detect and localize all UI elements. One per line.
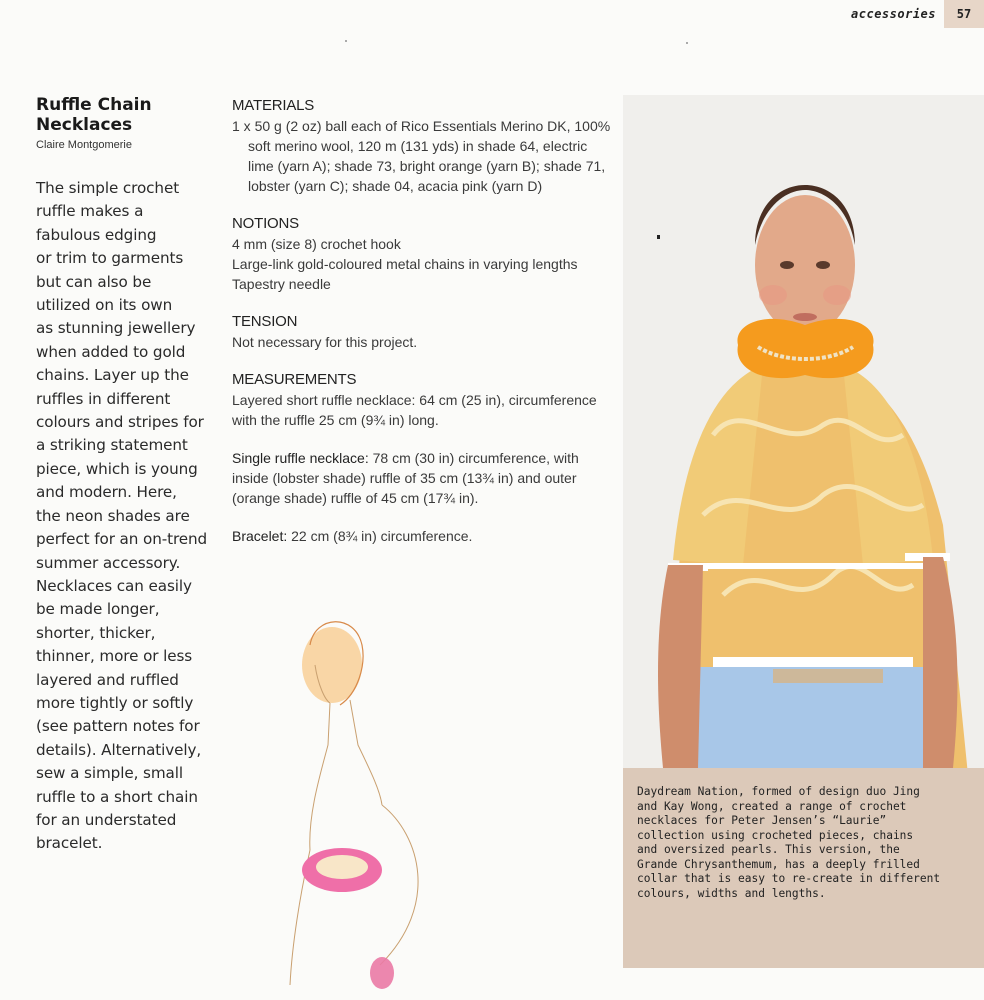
materials-heading: MATERIALS xyxy=(232,97,315,114)
page-number: 57 xyxy=(944,0,984,28)
notions-item: Large-link gold-coloured metal chains in varying lengths xyxy=(232,256,578,272)
author-name: Claire Montgomerie xyxy=(36,139,132,151)
page-title: Ruffle Chain Necklaces xyxy=(36,95,152,135)
materials-section xyxy=(232,96,614,196)
section-name: accessories xyxy=(851,7,936,21)
bracelet-measurement xyxy=(232,526,614,546)
pattern-details xyxy=(232,96,614,564)
tension-heading: TENSION xyxy=(232,313,298,330)
scan-mark xyxy=(686,42,688,44)
notions-item: Tapestry needle xyxy=(232,276,331,292)
single-necklace-label: Single ruffle necklace: xyxy=(232,450,369,466)
single-necklace-text: 78 cm (30 in) circumference, with inside (lobster shade) ruffle of 35 cm (13¾ in) and outer (orange shade) ruffle of 45 cm (17¾ in). xyxy=(232,450,579,506)
fashion-sketch-illustration xyxy=(270,605,470,1000)
notions-section xyxy=(232,214,614,294)
tension-section xyxy=(232,312,614,352)
photo-caption: Daydream Nation, formed of design duo Jing and Kay Wong, created a range of crochet necklaces for Peter Jensen’s “Laurie” collection using crocheted pieces, chains and oversized pearls. This version, the Grande Chrysanthemum, has a deeply frilled collar that is easy to re-create in different colours, widths and lengths. xyxy=(637,785,941,900)
model-photo xyxy=(623,95,984,768)
materials-text: 1 x 50 g (2 oz) ball each of Rico Essentials Merino DK, 100% soft merino wool, 120 m (131 yds) in shade 64, electric lime (yarn A); shade 73, bright orange (yarn B); shade 71, lobster (yarn C); shade 04, acacia pink (yarn D) xyxy=(232,118,611,194)
single-necklace-measurement xyxy=(232,448,614,508)
notions-item: 4 mm (size 8) crochet hook xyxy=(232,236,401,252)
measurements-section xyxy=(232,370,614,430)
measurements-text: Layered short ruffle necklace: 64 cm (25 in), circumference with the ruffle 25 cm (9¾ in) long. xyxy=(232,392,597,428)
bracelet-label: Bracelet: xyxy=(232,528,288,544)
bracelet-text: 22 cm (8¾ in) circumference. xyxy=(287,528,473,544)
tension-text: Not necessary for this project. xyxy=(232,334,418,350)
page-header xyxy=(851,0,984,28)
photo-caption-panel xyxy=(623,95,984,968)
measurements-heading: MEASUREMENTS xyxy=(232,371,357,388)
scan-mark xyxy=(345,40,347,42)
intro-column xyxy=(36,95,216,856)
notions-heading: NOTIONS xyxy=(232,215,299,232)
intro-paragraph: The simple crochet ruffle makes a fabulous edging or trim to garments but can also be utilized on its own as stunning jewellery when added to gold chains. Layer up the ruffles in different colours and stripes for a striking statement piece, which is young and modern. Here, the neon shades are perfect for an on-trend summer accessory. Necklaces can easily be made longer, shorter, thicker, thinner, more or less layered and ruffled more tightly or softly (see pattern notes for details). Alternatively, sew a simple, small ruffle to a short chain for an understated bracelet. xyxy=(36,179,208,853)
